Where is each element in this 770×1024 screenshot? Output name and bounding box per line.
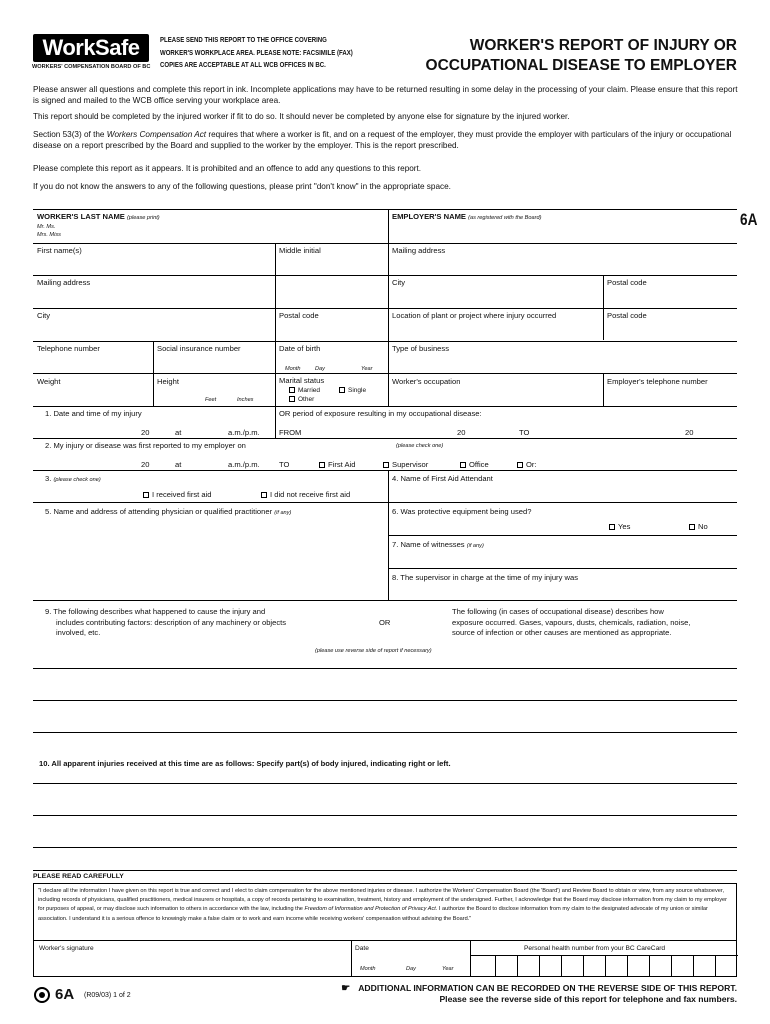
not-received-fa-checkbox[interactable] bbox=[261, 492, 267, 498]
employer-name-field[interactable] bbox=[392, 212, 732, 242]
send-note: PLEASE SEND THIS REPORT TO THE OFFICE COVERING WORKER'S WORKPLACE AREA. PLEASE NOTE: FACSIMILE (FAX) COPIES ARE ACCEPTABLE AT ALL WCB OFFICES IN BC. bbox=[160, 35, 353, 69]
form-grid bbox=[33, 209, 737, 871]
intro-p5: If you do not know the answers to any of the following questions, please print "don't know" in the appropriate space. bbox=[33, 182, 451, 191]
supervisor-checkbox[interactable] bbox=[383, 462, 389, 468]
q2-year-prefix: 20 bbox=[141, 460, 150, 469]
footer-revision: (R09/03) 1 of 2 bbox=[84, 992, 131, 999]
dob-day: Day bbox=[315, 366, 325, 372]
q1-to: TO bbox=[519, 428, 530, 437]
q2-ampm: a.m./p.m. bbox=[228, 460, 260, 469]
read-carefully-heading: PLEASE READ CAREFULLY bbox=[33, 873, 124, 880]
first-aid-checkbox[interactable] bbox=[319, 462, 325, 468]
business-type-label: Type of business bbox=[392, 344, 449, 353]
protective-yes-checkbox[interactable] bbox=[609, 524, 615, 530]
received-fa-checkbox[interactable] bbox=[143, 492, 149, 498]
date-label: Date bbox=[355, 945, 369, 952]
q1-label: 1. Date and time of my injury bbox=[45, 409, 142, 418]
height-inches: Inches bbox=[237, 397, 254, 403]
form-title: WORKER'S REPORT OF INJURY OR OCCUPATIONAL DISEASE TO EMPLOYER bbox=[425, 37, 737, 74]
employer-mailing-label: Mailing address bbox=[392, 246, 446, 255]
location-postal-label: Postal code bbox=[607, 311, 647, 320]
pointing-hand-icon: ☛ bbox=[341, 983, 351, 994]
dob-year: Year bbox=[361, 366, 373, 372]
title-options-1: Mr. Ms. bbox=[37, 224, 56, 230]
employer-postal-label: Postal code bbox=[607, 278, 647, 287]
worksafe-seal-icon bbox=[34, 987, 50, 1003]
q9b-label: The following (in cases of occupational disease) describes how exposure occurred. Gases, vapours, dusts, chemicals, radiation, noise, source of infection or other causes are mentioned as appropriate. bbox=[452, 607, 691, 637]
dob-month: Month bbox=[285, 366, 301, 372]
single-option[interactable]: Single bbox=[339, 386, 366, 396]
q1-at: at bbox=[175, 428, 182, 437]
first-aid-option[interactable]: First Aid bbox=[319, 460, 355, 469]
q5-label: 5. Name and address of attending physician or qualified practitioner (if any) bbox=[45, 507, 292, 516]
employer-phone-label: Employer's telephone number bbox=[607, 377, 708, 386]
sin-label: Social insurance number bbox=[157, 344, 241, 353]
signature-field[interactable] bbox=[38, 955, 346, 975]
q3-label: 3. (please check one) bbox=[45, 474, 101, 483]
q7-label: 7. Name of witnesses (if any) bbox=[392, 540, 484, 549]
q2-to: TO bbox=[279, 460, 290, 469]
worker-postal-label: Postal code bbox=[279, 311, 319, 320]
other-checkbox[interactable] bbox=[289, 396, 295, 402]
married-checkbox[interactable] bbox=[289, 387, 295, 393]
not-received-fa-option[interactable]: I did not receive first aid bbox=[261, 490, 350, 499]
q4-label: 4. Name of First Aid Attendant bbox=[392, 474, 493, 483]
single-checkbox[interactable] bbox=[339, 387, 345, 393]
or-checkbox[interactable] bbox=[517, 462, 523, 468]
received-fa-option[interactable]: I received first aid bbox=[143, 490, 212, 499]
middle-initial-label: Middle initial bbox=[279, 246, 321, 255]
protective-no-checkbox[interactable] bbox=[689, 524, 695, 530]
intro-p3: Section 53(3) of the Workers Compensation Act requires that where a worker is fit, and on a request of the employer, they must provide the employer with particulars of the injury or occupational disease on a report prescribed by the Board and supplied to the worker by the employer. This is the report prescribed. bbox=[33, 130, 732, 150]
last-name-field[interactable] bbox=[37, 212, 387, 242]
sig-year: Year bbox=[442, 966, 454, 972]
employer-name-label: EMPLOYER'S NAME (as registered with the Board) bbox=[392, 212, 542, 221]
weight-label: Weight bbox=[37, 377, 61, 386]
q9-or: OR bbox=[379, 618, 391, 627]
last-name-label: WORKER'S LAST NAME (please print) bbox=[37, 212, 160, 221]
q2-label: 2. My injury or disease was first reported to my employer on bbox=[45, 441, 246, 450]
intro-p2: This report should be completed by the injured worker if fit to do so. It should never be completed by anyone else for signature by the injured worker. bbox=[33, 112, 570, 121]
protective-yes-option[interactable]: Yes bbox=[609, 522, 630, 531]
signature-label: Worker's signature bbox=[39, 945, 94, 952]
q8-label: 8. The supervisor in charge at the time of my injury was bbox=[392, 573, 578, 582]
q6-label: 6. Was protective equipment being used? bbox=[392, 507, 532, 516]
q1-year-prefix: 20 bbox=[141, 428, 150, 437]
q10-label: 10. All apparent injuries received at this time are as follows: Specify part(s) of body injured, indicating right or left. bbox=[39, 759, 451, 768]
or-option[interactable]: Or: bbox=[517, 460, 537, 469]
worker-city-label: City bbox=[37, 311, 51, 320]
footer-form-code: 6A bbox=[55, 986, 75, 1003]
q1-to-year: 20 bbox=[685, 428, 694, 437]
protective-no-option[interactable]: No bbox=[689, 522, 708, 531]
logo-subtitle: WORKERS' COMPENSATION BOARD OF BC bbox=[32, 64, 151, 70]
first-name-label: First name(s) bbox=[37, 246, 82, 255]
reverse-side-note: (please use reverse side of report if necessary) bbox=[315, 648, 432, 654]
dob-label: Date of birth bbox=[279, 344, 321, 353]
married-option[interactable]: Married bbox=[289, 386, 320, 396]
height-feet: Feet bbox=[205, 397, 217, 403]
q1-or-label: OR period of exposure resulting in my occupational disease: bbox=[279, 409, 482, 418]
employer-city-label: City bbox=[392, 278, 406, 287]
q1-from: FROM bbox=[279, 428, 302, 437]
form-code-tab: 6A bbox=[740, 210, 758, 229]
sig-day: Day bbox=[406, 966, 416, 972]
signature-row bbox=[33, 941, 737, 977]
q2-check-note: (please check one) bbox=[396, 443, 444, 449]
location-label: Location of plant or project where injury occurred bbox=[392, 311, 557, 320]
worker-mailing-label: Mailing address bbox=[37, 278, 91, 287]
q2-at: at bbox=[175, 460, 182, 469]
office-checkbox[interactable] bbox=[460, 462, 466, 468]
intro-p4: Please complete this report as it appears. It is prohibited and an offence to add any questions to this report. bbox=[33, 164, 422, 173]
q1-from-year: 20 bbox=[457, 428, 466, 437]
title-options-2: Mrs. Miss bbox=[37, 232, 61, 238]
q1-ampm: a.m./p.m. bbox=[228, 428, 260, 437]
occupation-label: Worker's occupation bbox=[392, 377, 461, 386]
q9-label: 9. The following describes what happened to cause the injury and includes contributing factors: description of any machinery or objects involved, etc. bbox=[45, 607, 287, 637]
sig-month: Month bbox=[360, 966, 376, 972]
supervisor-option[interactable]: Supervisor bbox=[383, 460, 428, 469]
office-option[interactable]: Office bbox=[460, 460, 489, 469]
declaration-text: "I declare all the information I have given on this report is true and correct and I elect to claim compensation for the above mentioned injuries or disease. I authorize the Workers' Compensation Board (the 'Board') and Review Board to obtain or view, from any source whatsoever, including records of physicians, qualified practitioners, medical insurers or hospitals, a copy of records pertaining to examination, treatment, history and employment of the undersigned. Further, I acknowledge that the Board may disclose information from my claim to my employer for purposes of appeal, or may disclose such information to others in accordance with the law, including the Freedom of Information and Protection of Privacy Act. I authorize the Board to disclose information from my claim to the designated advocate of my union or similar association. I understand it is a serious offence to knowingly make a false claim or to work and earn income while receiving workers' compensation without advising the Board." bbox=[33, 883, 737, 941]
footer-note: ☛ ADDITIONAL INFORMATION CAN BE RECORDED ON THE REVERSE SIDE OF THIS REPORT. Please see the reverse side of this report for telephone and fax numbers. bbox=[341, 983, 737, 1004]
intro-p1: Please answer all questions and complete this report in ink. Incomplete applications may have to be returned resulting in some delay in the processing of your claim. Please ensure that this report is signed and mailed to the WCB office serving your workplace area. bbox=[33, 85, 738, 105]
worksafe-logo: WorkSafe bbox=[33, 34, 149, 62]
marital-label: Marital status bbox=[279, 376, 325, 385]
telephone-label: Telephone number bbox=[37, 344, 100, 353]
height-label: Height bbox=[157, 377, 179, 386]
other-option[interactable]: Other bbox=[289, 395, 314, 405]
phn-label: Personal health number from your BC CareCard bbox=[524, 945, 666, 952]
